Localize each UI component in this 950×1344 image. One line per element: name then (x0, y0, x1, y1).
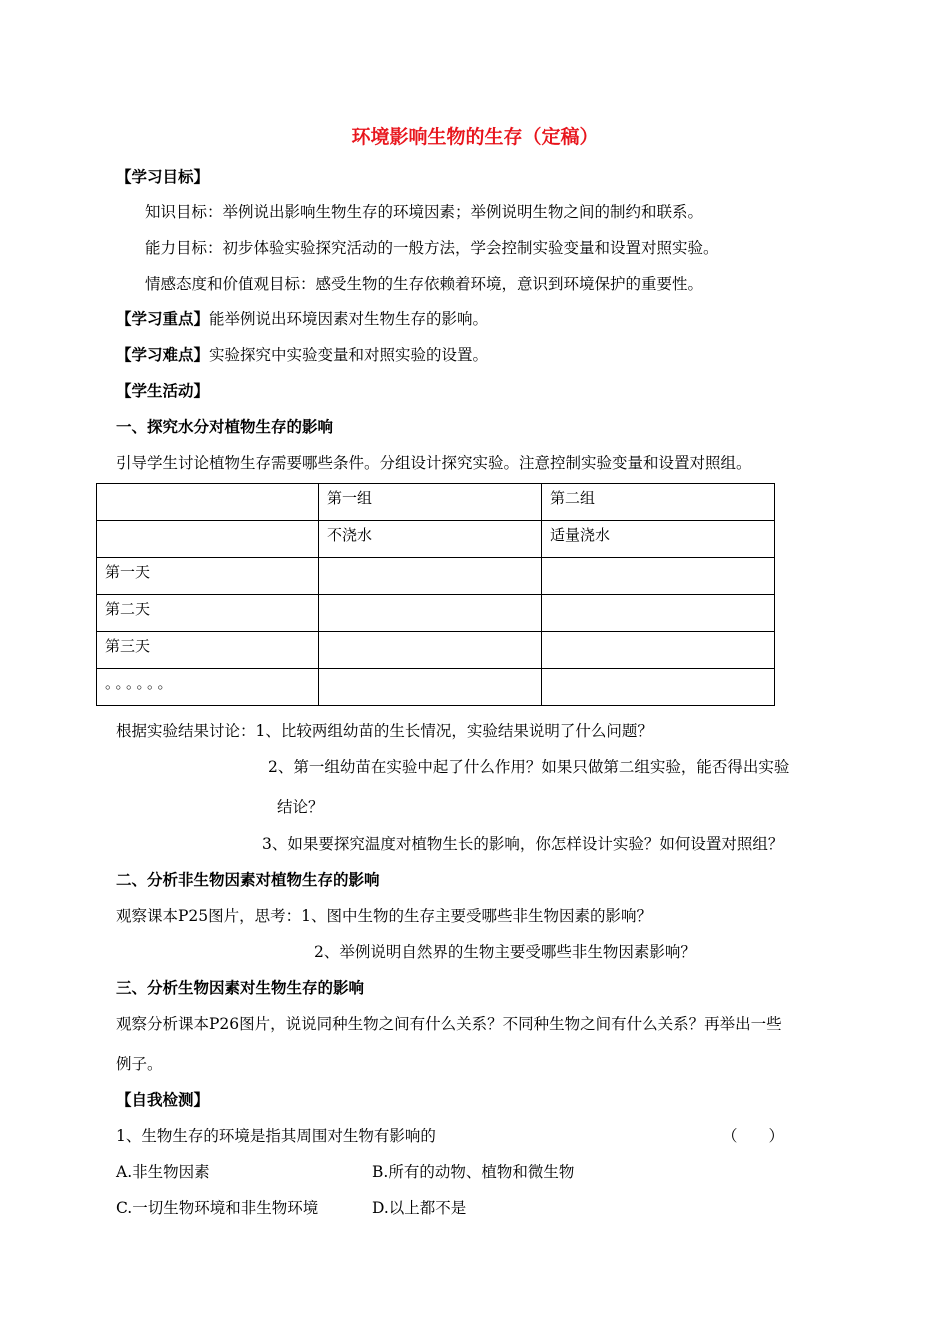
table-cell: 第一天 (97, 558, 319, 595)
table-cell: 第二组 (542, 484, 775, 521)
option-b: B.所有的动物、植物和微生物 (372, 1163, 575, 1181)
section2-heading: 二、分析非生物因素对植物生存的影响 (116, 871, 380, 889)
table-row (97, 669, 775, 706)
self-check-heading: 【自我检测】 (116, 1091, 210, 1109)
question-1: 1、生物生存的环境是指其周围对生物有影响的 (116, 1127, 436, 1145)
difficulty (116, 343, 488, 365)
table-cell (542, 558, 775, 595)
table-cell: 不浇水 (319, 521, 542, 558)
table-cell: 。。。。。。 (97, 669, 319, 706)
table-cell (319, 632, 542, 669)
section2-line1: 观察课本P25图片，思考：1、图中生物的生存主要受哪些非生物因素的影响？ (116, 907, 653, 925)
key-point (116, 307, 488, 329)
key-point-text: 能举例说出环境因素对生物生存的影响。 (209, 310, 489, 328)
discussion-q2-cont: 结论？ (277, 798, 324, 816)
table-row (97, 521, 775, 558)
objectives-heading: 【学习目标】 (116, 168, 210, 186)
objective-ability: 能力目标：初步体验实验探究活动的一般方法，学会控制实验变量和设置对照实验。 (145, 239, 719, 257)
discussion-q3: 3、如果要探究温度对植物生长的影响，你怎样设计实验？如何设置对照组？ (262, 835, 784, 853)
table-row (97, 595, 775, 632)
table-row (97, 484, 775, 521)
key-point-heading: 【学习重点】 (116, 310, 210, 328)
objective-attitude: 情感态度和价值观目标：感受生物的生存依赖着环境，意识到环境保护的重要性。 (145, 275, 704, 293)
table-cell (319, 669, 542, 706)
activity-heading: 【学生活动】 (116, 382, 210, 400)
difficulty-heading: 【学习难点】 (116, 346, 210, 364)
objective-knowledge: 知识目标：举例说出影响生物生存的环境因素；举例说明生物之间的制约和联系。 (145, 203, 704, 221)
table-cell (97, 521, 319, 558)
table-cell (542, 595, 775, 632)
table-cell: 第三天 (97, 632, 319, 669)
difficulty-text: 实验探究中实验变量和对照实验的设置。 (209, 346, 489, 364)
table-cell: 第二天 (97, 595, 319, 632)
experiment-table (96, 483, 775, 706)
table-cell (542, 632, 775, 669)
option-a: A.非生物因素 (116, 1163, 210, 1181)
option-c: C.一切生物环境和非生物环境 (116, 1199, 319, 1217)
table-cell (97, 484, 319, 521)
table-cell: 第一组 (319, 484, 542, 521)
section1-intro: 引导学生讨论植物生存需要哪些条件。分组设计探究实验。注意控制实验变量和设置对照组。 (116, 454, 752, 472)
discussion-label: 根据实验结果讨论： (116, 722, 256, 740)
section3-line1: 观察分析课本P26图片，说说同种生物之间有什么关系？不同种生物之间有什么关系？再举出一些 (116, 1015, 782, 1033)
discussion-q1: 1、比较两组幼苗的生长情况，实验结果说明了什么问题？ (255, 722, 653, 740)
table-cell: 适量浇水 (542, 521, 775, 558)
table-row (97, 632, 775, 669)
option-d: D.以上都不是 (372, 1199, 467, 1217)
table-cell (319, 595, 542, 632)
section1-heading: 一、探究水分对植物生存的影响 (116, 418, 334, 436)
section3-heading: 三、分析生物因素对生物生存的影响 (116, 979, 365, 997)
discussion-q2: 2、第一组幼苗在实验中起了什么作用？如果只做第二组实验，能否得出实验 (268, 758, 790, 776)
discussion-q1-line (116, 719, 653, 741)
section3-line2: 例子。 (116, 1055, 163, 1073)
answer-blank: （ ） (722, 1127, 785, 1145)
table-row (97, 558, 775, 595)
table-cell (319, 558, 542, 595)
table-cell (542, 669, 775, 706)
page-title: 环境影响生物的生存（定稿） (351, 126, 599, 148)
section2-line2: 2、举例说明自然界的生物主要受哪些非生物因素影响？ (314, 943, 696, 961)
